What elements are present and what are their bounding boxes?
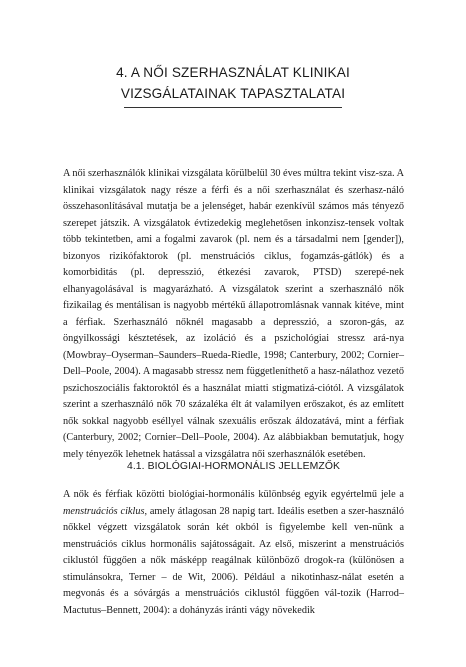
- title-divider: [124, 107, 342, 108]
- intro-paragraph: A női szerhasználók klinikai vizsgálata körülbelül 30 éves múltra tekint visz-sza. A klinikai vizsgálatok nagy része a férfi és a női szerhasználat és szerhasz-náló összehasonlításával mutatja be a jelenséget, habár ezenkívül számos más tényező szerepet játszik. A vizsgálatok évtizedekig meglehetősen inkonzisz-tensek voltak több tekintetben, ami a fogalmi zavarok (pl. nem és a társadalmi nem [gender]), bizonyos rizikófaktorok (pl. menstruációs ciklus, fogamzás-gátlók) és a komorbiditás (pl. depresszió, étkezési zavarok, PTSD) szerepé-nek elhanyagolásával is magyarázható. A vizsgálatok szerint a szerhasználó nők fizikailag és mentálisan is nagyobb mértékű állapotromlásnak vannak kitéve, mint a férfiak. Szerhasználó nőknél magasabb a depresszió, a szoron-gás, az öngyilkossági késztetések, az izoláció és a pszichológiai stressz ará-nya (Mowbray–Oyserman–Saunders–Rueda-Riedle, 1998; Canterbury, 2002; Cornier–Dell–Poole, 2004). A magasabb stressz nem függetleníthető a hasz-nálathoz vezető pszichoszociális faktoroktól és a használat miatti stigmatizá-ciótól. A vizsgálatok szerint a szerhasználó nők 70 százaléka élt át valamilyen erőszakot, és az említett nők sokkal nagyobb eséllyel válnak szexuális erőszak áldozatává, mint a férfiak (Canterbury, 2002; Cornier–Dell–Poole, 2004). Az alábbiakban bemutatjuk, hogy mely tényezők lehetnek hatással a vizsgálatra női szerhasználók esetében.: [63, 168, 405, 460]
- section-paragraph: [63, 487, 404, 619]
- section-paragraph-emphasis: menstruációs ciklus: [63, 505, 145, 517]
- section-heading: 4.1. BIOLÓGIAI-HORMONÁLIS JELLEMZŐK: [126, 461, 341, 472]
- chapter-title-line-2: VIZSGÁLATAINAK TAPASZTALATAI: [120, 86, 346, 101]
- section-paragraph-start: A nők és férfiak közötti biológiai-hormonális különbség egyik egyértelmű jele a: [63, 489, 404, 500]
- chapter-title: [60, 62, 406, 104]
- chapter-title-line-1: 4. A NŐI SZERHASZNÁLAT KLINIKAI: [116, 65, 350, 80]
- section-paragraph-rest: , amely átlagosan 28 napig tart. Ideális esetben a szer-használó nőkkel végzett vizsgálatok során két okból is figyelembe kell ven-nünk a menstruációs ciklus hormonális sajátosságait. Az első, miszerint a menstruációs ciklustól függően a nők másképp reagálnak különböző drogok-ra (különösen a stimulánsokra, Terner – de Wit, 2006). Például a nikotinhasz-nálat esetén a megvonás és a sóvárgás a menstruációs ciklustól függően vál-tozik (Harrod–Mactutus–Bennett, 2004): a dohányzás iránti vágy növekedik: [63, 505, 405, 616]
